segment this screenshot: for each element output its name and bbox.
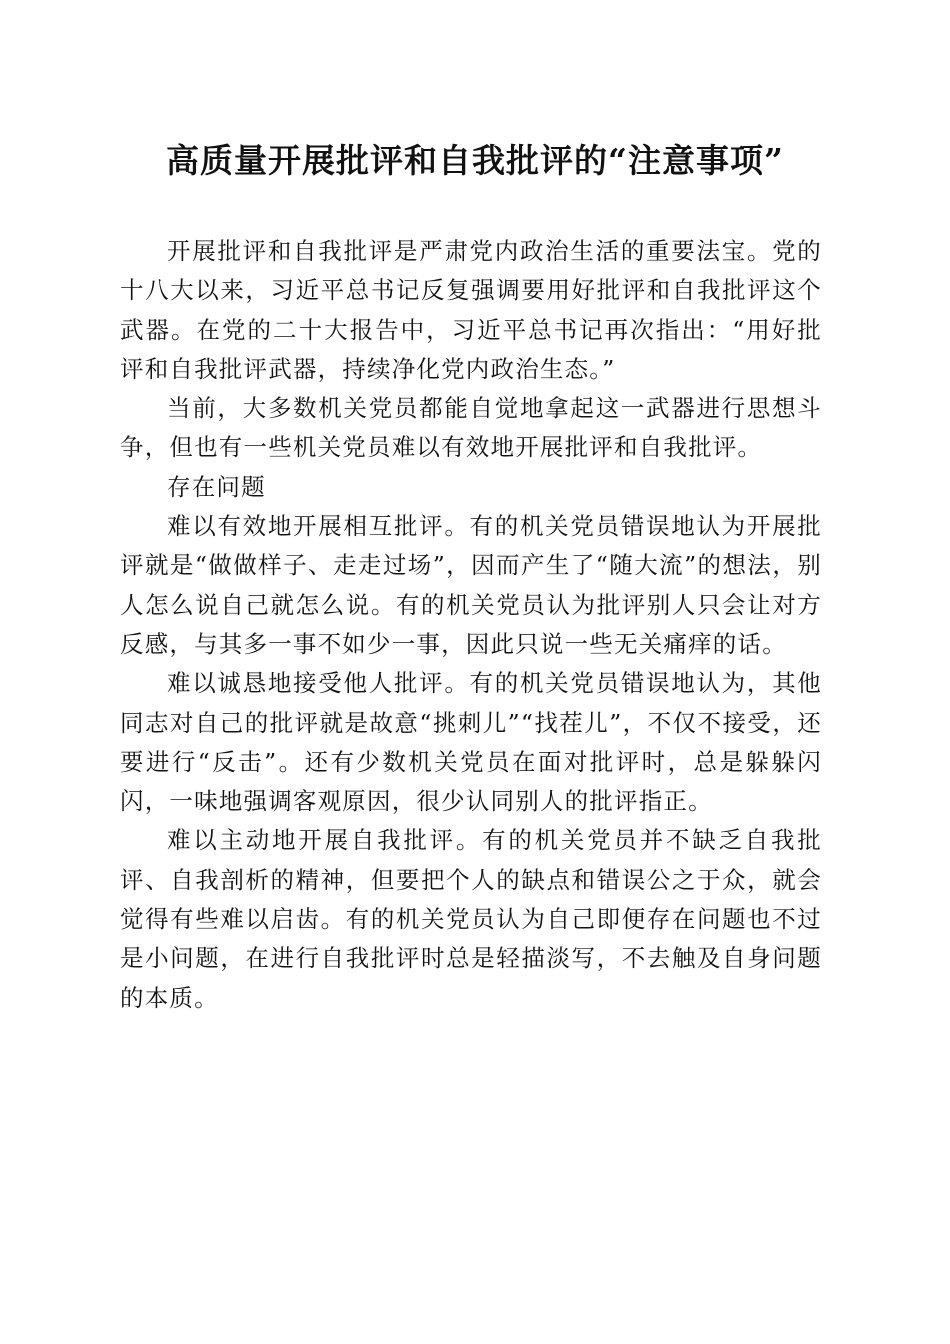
paragraph-intro: 开展批评和自我批评是严肃党内政治生活的重要法宝。党的十八大以来，习近平总书记反复强调要用好批评和自我批评这个武器。在党的二十大报告中，习近平总书记再次指出：“用好批评和自我批评武器，持续净化党内政治生态。” bbox=[120, 237, 822, 383]
document-body bbox=[120, 232, 822, 1018]
paragraph-current-situation: 当前，大多数机关党员都能自觉地拿起这一武器进行思想斗争，但也有一些机关党员难以有效地开展批评和自我批评。 bbox=[120, 394, 822, 462]
section-heading-problems: 存在问题 bbox=[167, 472, 266, 501]
document-title: 高质量开展批评和自我批评的“注意事项” bbox=[166, 141, 784, 180]
paragraph-mutual-criticism: 难以有效地开展相互批评。有的机关党员错误地认为开展批评就是“做做样子、走走过场”，因而产生了“随大流”的想法，别人怎么说自己就怎么说。有的机关党员认为批评别人只会让对方反感，与其多一事不如少一事，因此只说一些无关痛痒的话。 bbox=[120, 512, 822, 658]
paragraph-accepting-criticism: 难以诚恳地接受他人批评。有的机关党员错误地认为，其他同志对自己的批评就是故意“挑刺儿”“找茬儿”，不仅不接受，还要进行“反击”。还有少数机关党员在面对批评时，总是躲躲闪闪，一味地强调客观原因，很少认同别人的批评指正。 bbox=[120, 669, 822, 816]
paragraph-self-criticism: 难以主动地开展自我批评。有的机关党员并不缺乏自我批评、自我剖析的精神，但要把个人的缺点和错误公之于众，就会觉得有些难以启齿。有的机关党员认为自己即便存在问题也不过是小问题，在进行自我批评时总是轻描淡写，不去触及自身问题的本质。 bbox=[120, 826, 822, 1012]
